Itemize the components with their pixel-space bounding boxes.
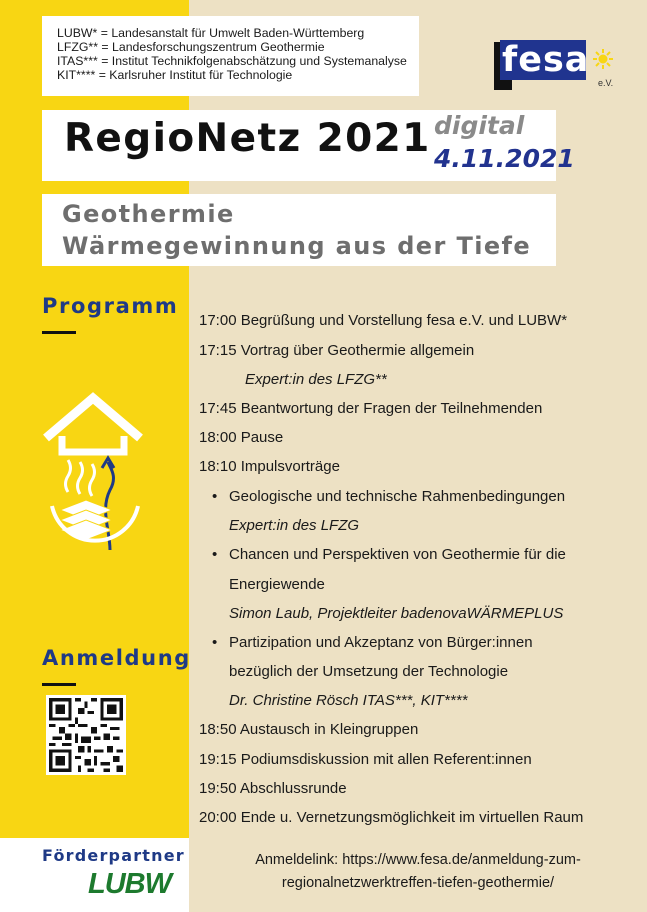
abbreviation-kit: KIT**** = Karlsruher Institut für Technologie bbox=[57, 68, 293, 82]
foerderpartner-heading: Förderpartner bbox=[42, 846, 185, 865]
program-item-2000: 20:00 Ende u. Vernetzungsmöglichkeit im virtuellen Raum bbox=[199, 809, 584, 826]
program-item-1800: 18:00 Pause bbox=[199, 429, 284, 446]
subtitle-line-1: Geothermie bbox=[62, 200, 235, 228]
program-item-1850: 18:50 Austausch in Kleingruppen bbox=[199, 721, 419, 738]
fesa-logo-suffix: e.V. bbox=[598, 78, 614, 88]
program-item-1700: 17:00 Begrüßung und Vorstellung fesa e.V. und LUBW* bbox=[199, 312, 568, 329]
fesa-logo bbox=[494, 40, 620, 92]
registration-qr-code[interactable] bbox=[46, 695, 126, 775]
registration-link-line-2[interactable]: regionalnetzwerktreffen-tiefen-geothermie/ bbox=[281, 875, 555, 891]
anmeldung-heading: Anmeldung bbox=[42, 646, 191, 670]
geothermal-house-icon bbox=[40, 390, 146, 575]
impulse-talk-2-line-1: Chancen und Perspektiven von Geothermie für die bbox=[229, 546, 566, 563]
impulse-talk-2-line-2: Energiewende bbox=[229, 576, 325, 593]
subtitle-line-2: Wärmegewinnung aus der Tiefe bbox=[62, 232, 532, 260]
impulse-speaker-2: Simon Laub, Projektleiter badenovaWÄRMEPLUS bbox=[229, 605, 564, 622]
program-item-1950: 19:50 Abschlussrunde bbox=[199, 780, 347, 797]
event-date: 4.11.2021 bbox=[434, 144, 575, 173]
anmeldung-divider bbox=[42, 683, 76, 686]
abbreviation-legend bbox=[42, 16, 419, 96]
bullet-2: • bbox=[212, 546, 218, 563]
programm-divider bbox=[42, 331, 76, 334]
abbreviation-itas: ITAS*** = Institut Technikfolgenabschätzung und Systemanalyse bbox=[57, 54, 407, 68]
impulse-talk-3-line-2: bezüglich der Umsetzung der Technologie bbox=[229, 663, 509, 680]
subtitle-banner bbox=[42, 194, 556, 266]
program-item-1915: 19:15 Podiumsdiskussion mit allen Referent:innen bbox=[199, 751, 532, 768]
bullet-1: • bbox=[212, 488, 218, 505]
impulse-talk-1: Geologische und technische Rahmenbedingungen bbox=[229, 488, 566, 505]
title-banner bbox=[42, 110, 575, 181]
program-speaker-1715: Expert:in des LFZG** bbox=[245, 371, 387, 388]
impulse-speaker-3: Dr. Christine Rösch ITAS***, KIT**** bbox=[229, 692, 468, 709]
lubw-logo: LUBW bbox=[88, 868, 171, 900]
sun-icon bbox=[592, 48, 614, 70]
fesa-logo-text: fesa bbox=[502, 40, 590, 80]
impulse-speaker-1: Expert:in des LFZG bbox=[229, 517, 360, 534]
event-title: RegioNetz 2021 bbox=[64, 116, 431, 161]
registration-link-line-1[interactable]: Anmeldelink: https://www.fesa.de/anmeldung-zum- bbox=[255, 852, 581, 868]
bullet-3: • bbox=[212, 634, 218, 651]
abbreviation-lfzg: LFZG** = Landesforschungszentrum Geothermie bbox=[57, 40, 325, 54]
event-mode: digital bbox=[434, 111, 525, 140]
programm-heading: Programm bbox=[42, 294, 179, 318]
program-item-1745: 17:45 Beantwortung der Fragen der Teilnehmenden bbox=[199, 400, 543, 417]
program-item-1715: 17:15 Vortrag über Geothermie allgemein bbox=[199, 342, 475, 359]
program-item-1810: 18:10 Impulsvorträge bbox=[199, 458, 340, 475]
impulse-talk-3-line-1: Partizipation und Akzeptanz von Bürger:innen bbox=[229, 634, 533, 651]
abbreviation-lubw: LUBW* = Landesanstalt für Umwelt Baden-Württemberg bbox=[57, 26, 365, 40]
